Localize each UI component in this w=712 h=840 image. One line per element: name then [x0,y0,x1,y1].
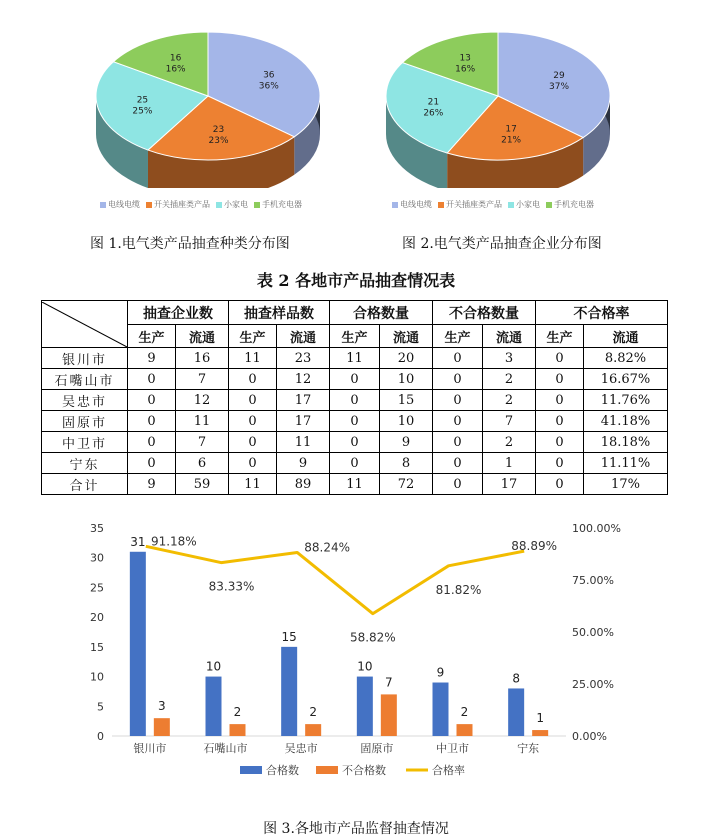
x-category-label: 中卫市 [436,742,469,755]
pie-pct-label: 16% [455,64,476,75]
table-cell: 8 [380,453,433,474]
bar-pass-label: 10 [205,659,222,674]
table-cell: 23 [277,348,330,369]
legend-item: 开关插座类产品 [146,199,210,210]
table-cell: 0 [229,411,277,432]
pie1-legend [100,199,302,210]
pie-value-label: 36 [263,70,275,81]
x-category-label: 银川市 [133,742,167,755]
line-point-label: 88.89% [511,539,558,554]
table-row [42,390,668,411]
y-tick-label: 5 [97,700,104,714]
pie-value-label: 17 [505,124,517,135]
legend-label: 不合格数 [342,764,386,777]
x-category-label: 宁东 [517,742,540,755]
pie-chart-product-types [90,28,330,188]
header-sub: 生产 [128,325,176,348]
line-point-label: 83.33% [208,579,255,594]
table-cell: 7 [176,432,229,453]
legend-label: 合格率 [432,764,465,777]
y-tick-label: 30 [90,551,104,565]
table-cell: 0 [229,453,277,474]
y-tick-label: 35 [90,522,104,535]
pie-value-label: 29 [553,70,565,81]
table-cell: 0 [433,369,483,390]
table-cell: 0 [433,474,483,495]
legend-item: 电线电缆 [392,199,432,210]
table-cell: 11 [229,474,277,495]
table-cell: 0 [536,474,584,495]
row-city: 宁东 [42,453,128,474]
y-tick-label: 0 [97,730,104,743]
bar-pass [357,677,373,736]
pie-pct-label: 16% [165,64,186,75]
table-cell: 0 [433,432,483,453]
y-tick-label: 10 [90,670,104,684]
bar-pass [508,688,524,736]
table-cell: 9 [128,348,176,369]
legend-swatch [316,766,338,774]
row-city: 吴忠市 [42,390,128,411]
table-cell: 11 [330,474,380,495]
x-category-label: 石嘴山市 [203,742,248,755]
table-cell: 0 [433,411,483,432]
table-cell: 11 [176,411,229,432]
x-category-label: 固原市 [360,742,394,755]
table-cell: 0 [433,390,483,411]
table-cell: 0 [433,453,483,474]
pie-value-label: 23 [212,124,225,135]
table-cell: 0 [433,348,483,369]
figure2-caption: 图 2.电气类产品抽查企业分布图 [402,236,602,252]
y-tick-label: 25 [90,581,104,595]
table-cell: 11.76% [584,390,668,411]
pie-value-label: 21 [427,97,440,108]
bar-fail [457,724,473,736]
table-cell: 0 [128,369,176,390]
header-group: 合格数量 [330,301,433,325]
table-row [42,411,668,432]
table-cell: 1 [483,453,536,474]
table-cell: 10 [380,369,433,390]
table-row [42,348,668,369]
table-cell: 2 [483,390,536,411]
bar-fail-label: 2 [309,705,317,720]
table-cell: 0 [229,432,277,453]
table-cell: 0 [128,453,176,474]
header-sub: 流通 [380,325,433,348]
x-category-label: 吴忠市 [284,742,318,755]
table-cell: 11 [330,348,380,369]
pie-pct-label: 25% [132,106,153,117]
legend-label: 合格数 [266,764,299,777]
table-cell: 3 [483,348,536,369]
table-cell: 17 [277,411,330,432]
pie-value-label: 16 [169,53,182,64]
row-city: 石嘴山市 [42,369,128,390]
table-cell: 11.11% [584,453,668,474]
row-city: 中卫市 [42,432,128,453]
bar-pass [130,552,146,736]
legend-swatch [240,766,262,774]
table-cell: 0 [536,348,584,369]
header-group: 抽查企业数 [128,301,229,325]
bar-fail [230,724,246,736]
header-group: 不合格数量 [433,301,536,325]
pie-value-label: 25 [136,95,149,106]
bar-pass-label: 31 [130,534,146,549]
bar-fail-label: 2 [233,705,242,720]
legend-item: 小家电 [216,199,248,210]
y2-tick-label: 75.00% [572,574,614,587]
table-cell: 0 [536,453,584,474]
pie2-legend [392,199,594,210]
legend-item: 小家电 [508,199,540,210]
header-group: 不合格率 [536,301,668,325]
table-cell: 7 [483,411,536,432]
table-cell: 0 [536,369,584,390]
table-cell: 9 [380,432,433,453]
bar-pass-label: 8 [512,671,520,686]
bar-fail [154,718,170,736]
header-sub: 生产 [330,325,380,348]
table-cell: 18.18% [584,432,668,453]
legend-item: 手机充电器 [546,199,594,210]
table-title: 表 2 各地市产品抽查情况表 [256,271,456,290]
bar-pass [206,677,222,736]
figure1-caption: 图 1.电气类产品抽查种类分布图 [90,236,290,252]
pie-pct-label: 26% [423,108,444,119]
header-group: 抽查样品数 [229,301,330,325]
diagonal-header-cell [42,301,128,348]
table-cell: 41.18% [584,411,668,432]
city-inspection-combo-chart [0,510,712,810]
legend-item: 手机充电器 [254,199,302,210]
table-cell: 16.67% [584,369,668,390]
table-cell: 2 [483,369,536,390]
table-cell: 15 [380,390,433,411]
row-city: 固原市 [42,411,128,432]
bar-fail-label: 1 [536,711,544,726]
y2-tick-label: 100.00% [572,522,621,535]
header-sub: 生产 [229,325,277,348]
bar-fail [381,694,397,736]
table-cell: 89 [277,474,330,495]
header-sub: 流通 [483,325,536,348]
table-cell: 0 [330,390,380,411]
y-tick-label: 20 [90,611,104,625]
table-row [42,453,668,474]
line-pass-rate [146,546,524,613]
line-point-label: 58.82% [349,630,396,645]
header-sub: 流通 [584,325,668,348]
header-sub: 生产 [433,325,483,348]
table-cell: 0 [330,411,380,432]
table-cell: 12 [176,390,229,411]
table-cell: 17% [584,474,668,495]
bar-fail [532,730,548,736]
table-cell: 7 [176,369,229,390]
pie-pct-label: 36% [258,81,279,92]
table-cell: 17 [483,474,536,495]
row-city: 银川市 [42,348,128,369]
table-cell: 10 [380,411,433,432]
inspection-table [41,300,668,495]
legend-item: 开关插座类产品 [438,199,502,210]
table-cell: 0 [229,390,277,411]
table-cell: 0 [128,432,176,453]
y-tick-label: 15 [90,640,104,654]
header-sub: 生产 [536,325,584,348]
y2-tick-label: 25.00% [572,678,614,691]
table-cell: 0 [128,390,176,411]
table-cell: 20 [380,348,433,369]
table-cell: 0 [330,432,380,453]
table-cell: 9 [277,453,330,474]
header-sub: 流通 [176,325,229,348]
bar-pass-label: 10 [357,659,373,674]
pie-chart-enterprises [380,28,620,188]
table-cell: 0 [229,369,277,390]
table-cell: 0 [330,453,380,474]
bar-fail-label: 3 [158,699,166,714]
legend-item: 电线电缆 [100,199,140,210]
y2-tick-label: 50.00% [572,626,614,639]
table-cell: 0 [536,390,584,411]
pie-pct-label: 23% [208,135,229,146]
bar-pass [433,683,449,736]
table-row [42,474,668,495]
bar-fail-label: 7 [385,675,393,690]
table-cell: 6 [176,453,229,474]
table-cell: 17 [277,390,330,411]
pie-pct-label: 37% [549,81,570,92]
bar-fail [305,724,321,736]
y2-tick-label: 0.00% [572,730,607,743]
line-point-label: 91.18% [150,534,197,549]
table-cell: 0 [128,411,176,432]
table-cell: 0 [536,432,584,453]
table-row [42,369,668,390]
table-cell: 11 [229,348,277,369]
header-sub: 流通 [277,325,330,348]
table-cell: 11 [277,432,330,453]
table-row [42,432,668,453]
table-cell: 0 [330,369,380,390]
table-cell: 12 [277,369,330,390]
table-cell: 2 [483,432,536,453]
figure3-caption: 图 3.各地市产品监督抽查情况 [263,821,449,837]
table-cell: 72 [380,474,433,495]
line-point-label: 81.82% [435,582,482,597]
table-cell: 16 [176,348,229,369]
table-cell: 9 [128,474,176,495]
table-cell: 59 [176,474,229,495]
table-cell: 0 [536,411,584,432]
bar-pass-label: 15 [281,629,297,644]
pie-pct-label: 21% [501,135,522,146]
table-cell: 8.82% [584,348,668,369]
line-point-label: 88.24% [304,540,351,555]
bar-pass-label: 9 [436,665,445,680]
pie-value-label: 13 [459,53,471,64]
bar-pass [281,647,297,736]
bar-fail-label: 2 [460,705,469,720]
row-city: 合计 [42,474,128,495]
